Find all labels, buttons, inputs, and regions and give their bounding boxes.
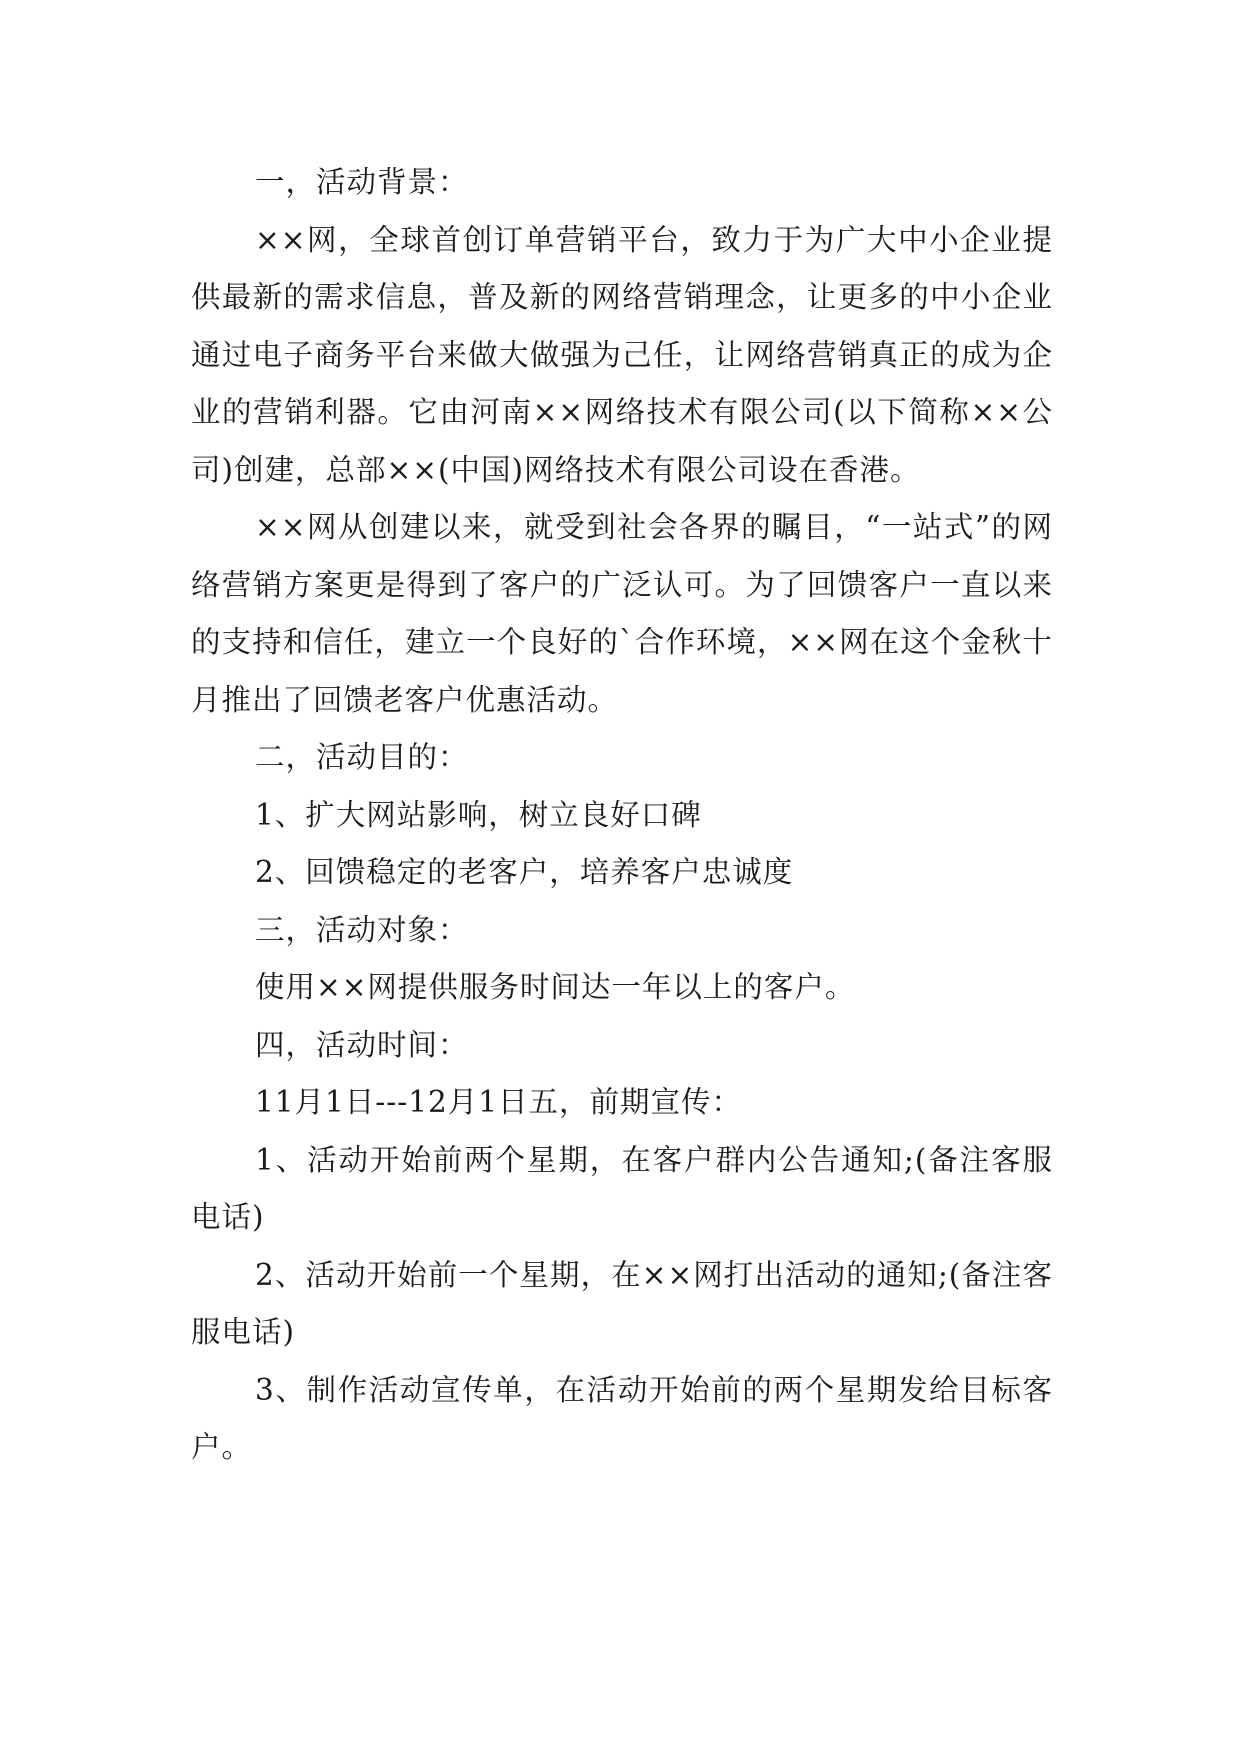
list-item-purpose-1: 1、扩大网站影响，树立良好口碑: [255, 797, 702, 832]
list-item-promo-2: 2、活动开始前一个星期，在××网打出活动的通知;(备注客服电话): [191, 1257, 1053, 1349]
section-heading-background: 一，活动背景：: [255, 165, 469, 199]
document-body: [191, 154, 1053, 1477]
body-paragraph-time: 11月1日---12月1日五，前期宣传：: [255, 1085, 743, 1119]
list-item-promo-1: 1、活动开始前两个星期，在客户群内公告通知;(备注客服电话): [191, 1142, 1053, 1234]
body-paragraph-target: 使用××网提供服务时间达一年以上的客户。: [255, 970, 856, 1004]
body-paragraph-intro: ××网，全球首创订单营销平台，致力于为广大中小企业提供最新的需求信息，普及新的网络营销理念，让更多的中小企业通过电子商务平台来做大做强为己任，让网络营销真正的成为企业的营销利器。它由河南××网络技术有限公司(以下简称××公司)创建，总部××(中国)网络技术有限公司设在香港。: [191, 222, 1053, 487]
list-item-promo-3: 3、制作活动宣传单，在活动开始前的两个星期发给目标客户。: [191, 1372, 1053, 1464]
body-paragraph-history: ××网从创建以来，就受到社会各界的瞩目，“一站式”的网络营销方案更是得到了客户的广泛认可。为了回馈客户一直以来的支持和信任，建立一个良好的`合作环境，××网在这个金秋十月推出了回馈老客户优惠活动。: [191, 510, 1053, 717]
list-item-purpose-2: 2、回馈稳定的老客户，培养客户忠诚度: [255, 855, 794, 889]
section-heading-time: 四，活动时间：: [255, 1027, 469, 1062]
section-heading-target: 三，活动对象：: [255, 912, 469, 947]
section-heading-purpose: 二，活动目的：: [255, 740, 469, 774]
